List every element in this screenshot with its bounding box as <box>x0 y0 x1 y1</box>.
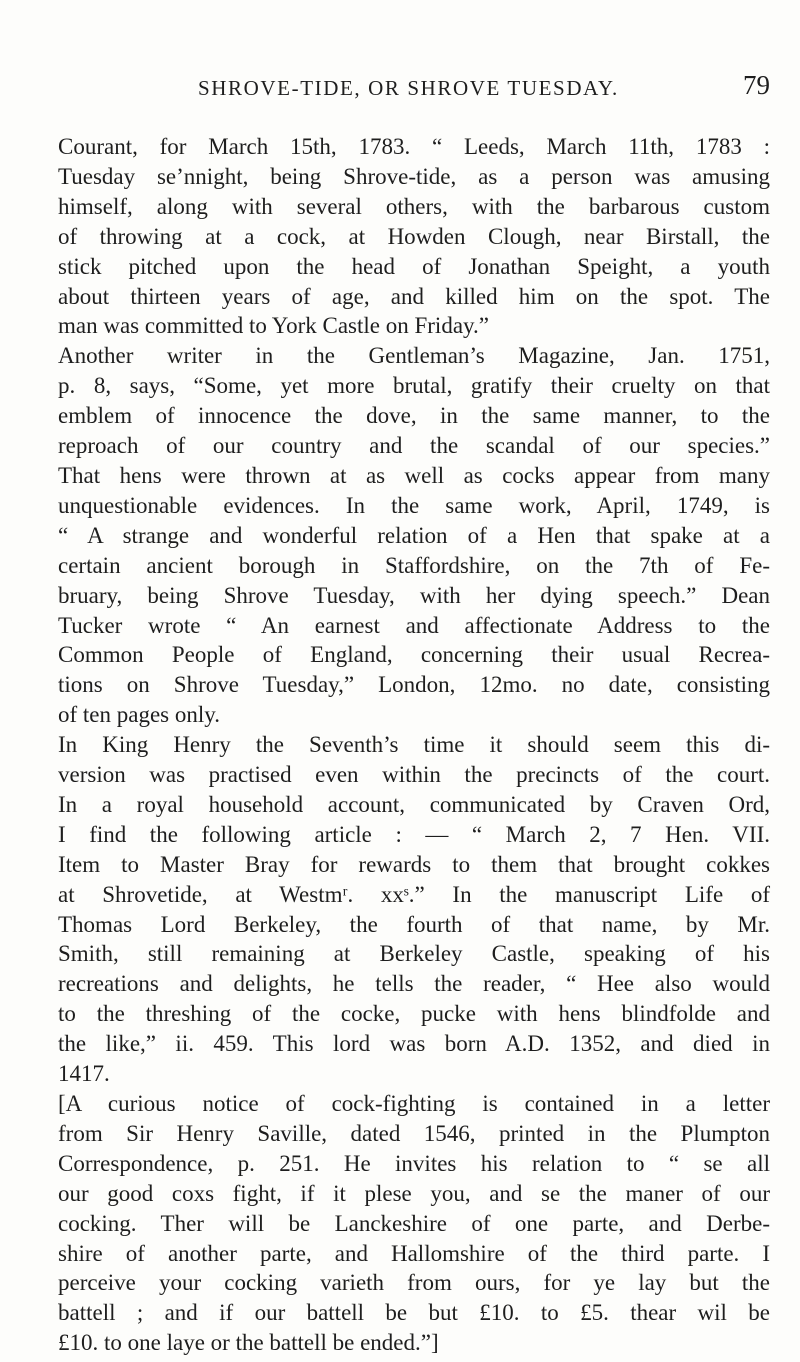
text-line: the like,” ii. 459. This lord was born A.D. 1352, and died in <box>58 1031 770 1057</box>
text-line: battell ; and if our battell be but £10. to £5. thear wil be <box>58 1300 770 1326</box>
text-line: Common People of England, concerning their usual Recrea- <box>58 642 770 668</box>
text-line: Tuesday se’nnight, being Shrove-tide, as a person was amusing <box>58 163 770 189</box>
text-line: In King Henry the Seventh’s time it should seem this di- <box>58 732 770 758</box>
text-line: “ A strange and wonderful relation of a Hen that spake at a <box>58 522 770 548</box>
text-line: stick pitched upon the head of Jonathan Speight, a youth <box>58 253 770 279</box>
page-number: 79 <box>743 70 770 100</box>
text-line: tions on Shrove Tuesday,” London, 12mo. no date, consisting <box>58 672 770 698</box>
text-line: Smith, still remaining at Berkeley Castle, speaking of his <box>58 941 770 967</box>
text-line: himself, along with several others, with the barbarous custom <box>58 193 770 219</box>
text-line: recreations and delights, he tells the reader, “ Hee also would <box>58 971 770 997</box>
text-line: p. 8, says, “Some, yet more brutal, gratify their cruelty on that <box>58 373 770 399</box>
text-line: emblem of innocence the dove, in the same manner, to the <box>58 403 770 429</box>
text-line: man was committed to York Castle on Friday.” <box>58 313 489 339</box>
text-line: of ten pages only. <box>58 702 221 728</box>
text-line: That hens were thrown at as well as cocks appear from many <box>58 462 770 488</box>
text-line: Thomas Lord Berkeley, the fourth of that name, by Mr. <box>58 911 770 937</box>
text-line: at Shrovetide, at Westmʳ. xxˢ.” In the manuscript Life of <box>58 881 770 907</box>
text-line: of throwing at a cock, at Howden Clough, near Birstall, the <box>58 223 770 249</box>
text-line: £10. to one laye or the battell be ended.”] <box>58 1330 439 1356</box>
text-line: shire of another parte, and Hallomshire of the third parte. I <box>58 1240 770 1266</box>
text-line: Item to Master Bray for rewards to them that brought cokkes <box>58 851 770 877</box>
running-head <box>58 70 770 122</box>
text-line: I find the following article : — “ March 2, 7 Hen. VII. <box>58 821 770 847</box>
text-line: [A curious notice of cock-fighting is contained in a letter <box>58 1091 770 1116</box>
book-page <box>58 70 770 1358</box>
text-line: unquestionable evidences. In the same work, April, 1749, is <box>58 492 770 518</box>
text-line: cocking. Ther will be Lanckeshire of one parte, and Derbe- <box>58 1210 770 1236</box>
text-line: Correspondence, p. 251. He invites his relation to “ se all <box>58 1150 770 1176</box>
text-line: Courant, for March 15th, 1783. “ Leeds, March 11th, 1783 : <box>58 134 770 159</box>
text-line: certain ancient borough in Staffordshire, on the 7th of Fe- <box>58 552 770 578</box>
text-line: perceive your cocking varieth from ours, for ye lay but the <box>58 1270 770 1296</box>
text-line: reproach of our country and the scandal of our species.” <box>58 433 770 459</box>
text-line: version was practised even within the precincts of the court. <box>58 762 770 788</box>
text-line: In a royal household account, communicated by Craven Ord, <box>58 791 770 817</box>
text-line: from Sir Henry Saville, dated 1546, printed in the Plumpton <box>58 1120 770 1146</box>
text-line: Tucker wrote “ An earnest and affectionate Address to the <box>58 612 770 638</box>
text-line: Another writer in the Gentleman’s Magazine, Jan. 1751, <box>58 343 770 369</box>
text-line: our good coxs fight, if it plese you, and se the maner of our <box>58 1180 770 1206</box>
text-line: 1417. <box>58 1061 110 1087</box>
text-line: bruary, being Shrove Tuesday, with her dying speech.” Dean <box>58 582 770 608</box>
text-line: to the threshing of the cocke, pucke with hens blindfolde and <box>58 1001 770 1027</box>
body-text <box>58 132 770 1358</box>
running-title: SHROVE-TIDE, OR SHROVE TUESDAY. <box>198 76 619 100</box>
text-line: about thirteen years of age, and killed him on the spot. The <box>58 283 770 309</box>
